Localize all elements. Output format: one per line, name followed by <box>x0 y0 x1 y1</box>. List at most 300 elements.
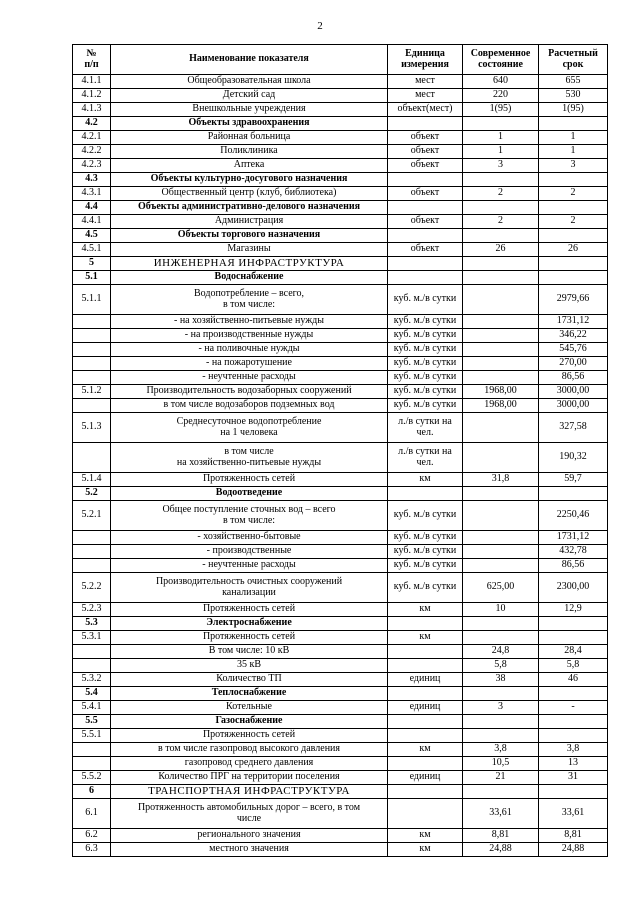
current-value: 3,8 <box>463 743 539 757</box>
empty-cell <box>539 617 608 631</box>
target-value: 86,56 <box>539 371 608 385</box>
row-number: 4.1.2 <box>73 89 111 103</box>
indicator-name: Общественный центр (клуб, библиотека) <box>111 187 388 201</box>
target-value: 545,76 <box>539 343 608 357</box>
row-number: 4.1.1 <box>73 75 111 89</box>
table-row <box>73 771 608 785</box>
empty-cell <box>388 257 463 271</box>
row-number: 4.2.3 <box>73 159 111 173</box>
current-value <box>463 357 539 371</box>
section-title: Объекты административно-делового назначения <box>111 201 388 215</box>
table-row <box>73 103 608 117</box>
unit-cell: куб. м./в сутки <box>388 329 463 343</box>
empty-cell <box>388 229 463 243</box>
indicator-name: Количество ТП <box>111 673 388 687</box>
row-number: 4.2.2 <box>73 145 111 159</box>
row-number: 5.3 <box>73 617 111 631</box>
target-value: 327,58 <box>539 413 608 443</box>
section-row <box>73 715 608 729</box>
unit-cell: объект <box>388 215 463 229</box>
empty-cell <box>388 487 463 501</box>
row-number: 6.3 <box>73 843 111 857</box>
unit-cell: км <box>388 603 463 617</box>
empty-cell <box>463 687 539 701</box>
header-num: № п/п <box>73 45 111 75</box>
unit-cell: единиц <box>388 701 463 715</box>
empty-cell <box>388 173 463 187</box>
empty-cell <box>539 173 608 187</box>
section-title: Объекты культурно-досугового назначения <box>111 173 388 187</box>
row-number <box>73 531 111 545</box>
unit-cell: объект(мест) <box>388 103 463 117</box>
empty-cell <box>539 201 608 215</box>
row-number: 6.1 <box>73 799 111 829</box>
row-number <box>73 559 111 573</box>
row-number: 5.4.1 <box>73 701 111 715</box>
table-row <box>73 673 608 687</box>
table-row <box>73 385 608 399</box>
table-row <box>73 443 608 473</box>
unit-cell: единиц <box>388 673 463 687</box>
table-row <box>73 829 608 843</box>
target-value: 3,8 <box>539 743 608 757</box>
table-row <box>73 559 608 573</box>
current-value <box>463 413 539 443</box>
current-value: 3 <box>463 159 539 173</box>
indicator-name: в том числе на хозяйственно-питьевые нужды <box>111 443 388 473</box>
indicator-name: Магазины <box>111 243 388 257</box>
row-number: 6 <box>73 785 111 799</box>
section-row <box>73 117 608 131</box>
table-row <box>73 159 608 173</box>
unit-cell: куб. м./в сутки <box>388 501 463 531</box>
empty-cell <box>463 257 539 271</box>
section-title: ТРАНСПОРТНАЯ ИНФРАСТРУКТУРА <box>111 785 388 799</box>
current-value: 2 <box>463 215 539 229</box>
empty-cell <box>463 201 539 215</box>
target-value: 2300,00 <box>539 573 608 603</box>
row-number: 5 <box>73 257 111 271</box>
indicator-name: Производительность водозаборных сооружений <box>111 385 388 399</box>
indicator-name: в том числе газопровод высокого давления <box>111 743 388 757</box>
current-value <box>463 501 539 531</box>
table-row <box>73 89 608 103</box>
indicator-name: Протяженность сетей <box>111 729 388 743</box>
current-value: 10,5 <box>463 757 539 771</box>
row-number <box>73 545 111 559</box>
indicator-name: 35 кВ <box>111 659 388 673</box>
row-number <box>73 343 111 357</box>
section-row <box>73 229 608 243</box>
row-number <box>73 315 111 329</box>
indicator-name: Районная больница <box>111 131 388 145</box>
indicator-name: Администрация <box>111 215 388 229</box>
row-number: 5.1.2 <box>73 385 111 399</box>
current-value: 38 <box>463 673 539 687</box>
indicator-name: Среднесуточное водопотребление на 1 человека <box>111 413 388 443</box>
indicator-name: Общеобразовательная школа <box>111 75 388 89</box>
empty-cell <box>539 715 608 729</box>
target-value: 1 <box>539 131 608 145</box>
target-value: 530 <box>539 89 608 103</box>
table-row <box>73 399 608 413</box>
current-value <box>463 343 539 357</box>
indicator-name: Протяженность сетей <box>111 631 388 645</box>
current-value <box>463 371 539 385</box>
row-number <box>73 645 111 659</box>
target-value: 28,4 <box>539 645 608 659</box>
indicator-name: - на хозяйственно-питьевые нужды <box>111 315 388 329</box>
target-value: 59,7 <box>539 473 608 487</box>
section-title: ИНЖЕНЕРНАЯ ИНФРАСТРУКТУРА <box>111 257 388 271</box>
indicator-name: регионального значения <box>111 829 388 843</box>
empty-cell <box>388 271 463 285</box>
target-value: 86,56 <box>539 559 608 573</box>
table-row <box>73 243 608 257</box>
indicator-name: Водопотребление – всего, в том числе: <box>111 285 388 315</box>
table-row <box>73 215 608 229</box>
section-row <box>73 785 608 799</box>
table-row <box>73 75 608 89</box>
section-title: Водоотведение <box>111 487 388 501</box>
table-row <box>73 743 608 757</box>
unit-cell: куб. м./в сутки <box>388 315 463 329</box>
row-number <box>73 659 111 673</box>
empty-cell <box>388 715 463 729</box>
target-value: 12,9 <box>539 603 608 617</box>
table-row <box>73 659 608 673</box>
row-number: 5.5.2 <box>73 771 111 785</box>
target-value: 5,8 <box>539 659 608 673</box>
current-value: 1(95) <box>463 103 539 117</box>
row-number: 4.3 <box>73 173 111 187</box>
current-value <box>463 531 539 545</box>
unit-cell <box>388 659 463 673</box>
table-row <box>73 573 608 603</box>
section-title: Электроснабжение <box>111 617 388 631</box>
unit-cell: объект <box>388 145 463 159</box>
target-value: 3000,00 <box>539 385 608 399</box>
table-row <box>73 329 608 343</box>
indicator-name: - неучтенные расходы <box>111 371 388 385</box>
row-number <box>73 329 111 343</box>
empty-cell <box>463 785 539 799</box>
current-value: 5,8 <box>463 659 539 673</box>
target-value: 1731,12 <box>539 531 608 545</box>
target-value: 2 <box>539 215 608 229</box>
empty-cell <box>463 617 539 631</box>
empty-cell <box>539 271 608 285</box>
section-row <box>73 201 608 215</box>
target-value: 46 <box>539 673 608 687</box>
target-value: 8,81 <box>539 829 608 843</box>
target-value <box>539 631 608 645</box>
target-value: 33,61 <box>539 799 608 829</box>
empty-cell <box>463 271 539 285</box>
target-value: 190,32 <box>539 443 608 473</box>
section-title: Объекты здравоохранения <box>111 117 388 131</box>
table-row <box>73 501 608 531</box>
row-number: 5.2 <box>73 487 111 501</box>
current-value: 24,88 <box>463 843 539 857</box>
target-value: - <box>539 701 608 715</box>
current-value: 1968,00 <box>463 385 539 399</box>
indicator-name: газопровод среднего давления <box>111 757 388 771</box>
unit-cell: куб. м./в сутки <box>388 385 463 399</box>
table-row <box>73 315 608 329</box>
unit-cell: объект <box>388 159 463 173</box>
unit-cell <box>388 729 463 743</box>
table-row <box>73 729 608 743</box>
unit-cell: км <box>388 473 463 487</box>
row-number: 5.2.2 <box>73 573 111 603</box>
section-row <box>73 173 608 187</box>
current-value: 31,8 <box>463 473 539 487</box>
target-value: 3 <box>539 159 608 173</box>
current-value <box>463 315 539 329</box>
unit-cell: объект <box>388 131 463 145</box>
header-unit: Единица измерения <box>388 45 463 75</box>
table-row <box>73 473 608 487</box>
current-value <box>463 329 539 343</box>
unit-cell: км <box>388 631 463 645</box>
target-value <box>539 729 608 743</box>
row-number <box>73 357 111 371</box>
unit-cell: км <box>388 843 463 857</box>
unit-cell: куб. м./в сутки <box>388 545 463 559</box>
row-number: 5.5.1 <box>73 729 111 743</box>
row-number: 4.1.3 <box>73 103 111 117</box>
indicator-name: Протяженность сетей <box>111 603 388 617</box>
target-value: 1 <box>539 145 608 159</box>
section-row <box>73 257 608 271</box>
target-value: 346,22 <box>539 329 608 343</box>
indicator-name: - производственные <box>111 545 388 559</box>
target-value: 13 <box>539 757 608 771</box>
unit-cell <box>388 645 463 659</box>
indicators-table <box>72 44 608 857</box>
header-target: Расчетный срок <box>539 45 608 75</box>
indicator-name: Производительность очистных сооружений канализации <box>111 573 388 603</box>
row-number: 5.1.1 <box>73 285 111 315</box>
table-row <box>73 413 608 443</box>
table-row <box>73 371 608 385</box>
indicator-name: Внешкольные учреждения <box>111 103 388 117</box>
row-number: 5.1 <box>73 271 111 285</box>
current-value <box>463 729 539 743</box>
empty-cell <box>388 201 463 215</box>
section-row <box>73 687 608 701</box>
indicator-name: Детский сад <box>111 89 388 103</box>
empty-cell <box>388 785 463 799</box>
empty-cell <box>463 117 539 131</box>
current-value: 1968,00 <box>463 399 539 413</box>
indicator-name: местного значения <box>111 843 388 857</box>
section-row <box>73 271 608 285</box>
current-value: 8,81 <box>463 829 539 843</box>
table-row <box>73 545 608 559</box>
table-row <box>73 631 608 645</box>
empty-cell <box>463 715 539 729</box>
header-name: Наименование показателя <box>111 45 388 75</box>
section-title: Объекты торгового назначения <box>111 229 388 243</box>
current-value: 26 <box>463 243 539 257</box>
current-value: 24,8 <box>463 645 539 659</box>
unit-cell: объект <box>388 243 463 257</box>
table-row <box>73 357 608 371</box>
table-row <box>73 645 608 659</box>
current-value <box>463 443 539 473</box>
empty-cell <box>539 257 608 271</box>
section-row <box>73 617 608 631</box>
current-value: 2 <box>463 187 539 201</box>
indicator-name: в том числе водозаборов подземных вод <box>111 399 388 413</box>
indicator-name: - хозяйственно-бытовые <box>111 531 388 545</box>
target-value: 2979,66 <box>539 285 608 315</box>
indicator-name: Протяженность автомобильных дорог – всего, в том числе <box>111 799 388 829</box>
unit-cell: куб. м./в сутки <box>388 357 463 371</box>
page-number: 2 <box>317 20 323 32</box>
indicator-name: Протяженность сетей <box>111 473 388 487</box>
current-value <box>463 631 539 645</box>
row-number: 4.3.1 <box>73 187 111 201</box>
unit-cell: куб. м./в сутки <box>388 371 463 385</box>
table-row <box>73 531 608 545</box>
empty-cell <box>539 487 608 501</box>
target-value: 24,88 <box>539 843 608 857</box>
current-value: 1 <box>463 131 539 145</box>
row-number: 5.5 <box>73 715 111 729</box>
unit-cell: мест <box>388 89 463 103</box>
row-number: 4.4 <box>73 201 111 215</box>
table-row <box>73 285 608 315</box>
empty-cell <box>463 229 539 243</box>
indicator-name: В том числе: 10 кВ <box>111 645 388 659</box>
row-number: 4.2.1 <box>73 131 111 145</box>
section-row <box>73 487 608 501</box>
current-value: 10 <box>463 603 539 617</box>
current-value: 625,00 <box>463 573 539 603</box>
row-number: 6.2 <box>73 829 111 843</box>
empty-cell <box>463 173 539 187</box>
unit-cell: единиц <box>388 771 463 785</box>
row-number: 4.2 <box>73 117 111 131</box>
indicator-name: - на поливочные нужды <box>111 343 388 357</box>
row-number <box>73 399 111 413</box>
row-number: 5.1.3 <box>73 413 111 443</box>
row-number: 5.3.2 <box>73 673 111 687</box>
row-number: 5.2.3 <box>73 603 111 617</box>
indicator-name: Аптека <box>111 159 388 173</box>
current-value: 640 <box>463 75 539 89</box>
target-value: 432,78 <box>539 545 608 559</box>
table-row <box>73 145 608 159</box>
row-number: 4.4.1 <box>73 215 111 229</box>
table-header-row <box>73 45 608 75</box>
current-value <box>463 559 539 573</box>
indicator-name: Поликлиника <box>111 145 388 159</box>
table-row <box>73 131 608 145</box>
empty-cell <box>539 687 608 701</box>
table-row <box>73 701 608 715</box>
target-value: 1(95) <box>539 103 608 117</box>
section-title: Газоснабжение <box>111 715 388 729</box>
row-number <box>73 757 111 771</box>
empty-cell <box>539 229 608 243</box>
current-value: 3 <box>463 701 539 715</box>
unit-cell: л./в сутки на чел. <box>388 443 463 473</box>
unit-cell: куб. м./в сутки <box>388 573 463 603</box>
indicator-name: Общее поступление сточных вод – всего в том числе: <box>111 501 388 531</box>
row-number <box>73 743 111 757</box>
target-value: 26 <box>539 243 608 257</box>
current-value <box>463 545 539 559</box>
current-value: 1 <box>463 145 539 159</box>
indicator-name: - на производственные нужды <box>111 329 388 343</box>
unit-cell: км <box>388 829 463 843</box>
current-value: 220 <box>463 89 539 103</box>
empty-cell <box>463 487 539 501</box>
target-value: 1731,12 <box>539 315 608 329</box>
table-row <box>73 757 608 771</box>
row-number <box>73 443 111 473</box>
target-value: 655 <box>539 75 608 89</box>
table-row <box>73 343 608 357</box>
empty-cell <box>388 687 463 701</box>
unit-cell: объект <box>388 187 463 201</box>
section-title: Теплоснабжение <box>111 687 388 701</box>
indicator-name: Количество ПРГ на территории поселения <box>111 771 388 785</box>
unit-cell <box>388 757 463 771</box>
empty-cell <box>388 617 463 631</box>
target-value: 2 <box>539 187 608 201</box>
table-body <box>73 75 608 857</box>
unit-cell: л./в сутки на чел. <box>388 413 463 443</box>
row-number: 4.5 <box>73 229 111 243</box>
target-value: 31 <box>539 771 608 785</box>
current-value <box>463 285 539 315</box>
table-row <box>73 799 608 829</box>
header-current: Современное состояние <box>463 45 539 75</box>
row-number: 5.2.1 <box>73 501 111 531</box>
empty-cell <box>388 117 463 131</box>
unit-cell: куб. м./в сутки <box>388 399 463 413</box>
row-number <box>73 371 111 385</box>
table-row <box>73 187 608 201</box>
empty-cell <box>539 117 608 131</box>
section-title: Водоснабжение <box>111 271 388 285</box>
empty-cell <box>539 785 608 799</box>
current-value: 21 <box>463 771 539 785</box>
unit-cell: мест <box>388 75 463 89</box>
indicator-name: - неучтенные расходы <box>111 559 388 573</box>
unit-cell <box>388 799 463 829</box>
target-value: 270,00 <box>539 357 608 371</box>
row-number: 5.1.4 <box>73 473 111 487</box>
current-value: 33,61 <box>463 799 539 829</box>
table-row <box>73 843 608 857</box>
unit-cell: куб. м./в сутки <box>388 531 463 545</box>
row-number: 4.5.1 <box>73 243 111 257</box>
unit-cell: куб. м./в сутки <box>388 343 463 357</box>
unit-cell: км <box>388 743 463 757</box>
indicator-name: Котельные <box>111 701 388 715</box>
target-value: 2250,46 <box>539 501 608 531</box>
row-number: 5.3.1 <box>73 631 111 645</box>
unit-cell: куб. м./в сутки <box>388 559 463 573</box>
row-number: 5.4 <box>73 687 111 701</box>
unit-cell: куб. м./в сутки <box>388 285 463 315</box>
